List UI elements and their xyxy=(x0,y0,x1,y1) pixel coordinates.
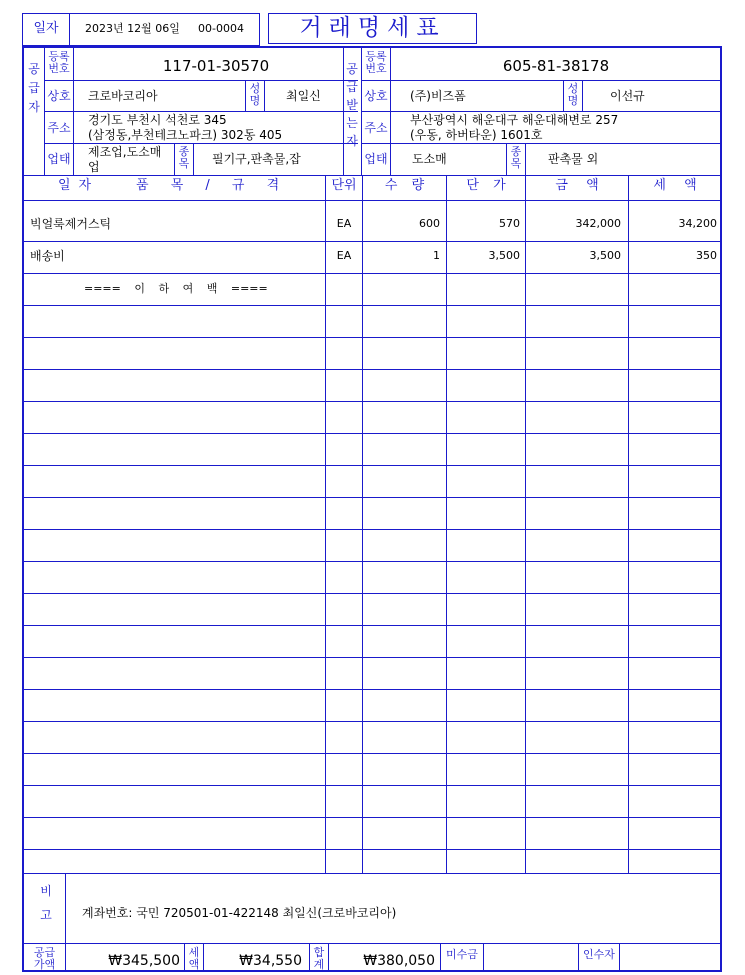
receiver-addr-line2: (우동, 하버타운) 1601호 xyxy=(410,128,543,142)
table-row-line xyxy=(23,625,721,626)
row-item: 배송비 xyxy=(30,249,65,263)
receiver-reg-label: 등록 번호 xyxy=(365,50,387,75)
supplier-rep: 최일신 xyxy=(286,89,321,103)
table-row-line xyxy=(23,529,721,530)
tax-amount-label: 세 액 xyxy=(188,946,200,971)
table-row-line xyxy=(23,497,721,498)
table-row-line xyxy=(23,241,721,242)
table-row-line xyxy=(23,369,721,370)
unpaid-label: 미수금 xyxy=(446,948,478,961)
table-row-line xyxy=(23,785,721,786)
document-number: 00-0004 xyxy=(198,22,244,35)
table-row-line xyxy=(23,593,721,594)
receiver-addr-label: 주소 xyxy=(364,121,388,135)
row-qty: 600 xyxy=(419,217,440,230)
row-amount: 342,000 xyxy=(575,217,621,230)
table-row-line xyxy=(23,849,721,850)
supplier-biz-line2: 업 xyxy=(88,160,100,174)
table-row-line xyxy=(23,817,721,818)
supplier-reg-label: 등록 번호 xyxy=(48,50,70,75)
receiver-addr-line1: 부산광역시 해운대구 해운대해변로 257 xyxy=(410,113,619,127)
table-row-line xyxy=(23,721,721,722)
col-header-date: 일자 xyxy=(58,178,100,193)
total-amount-label: 합 계 xyxy=(313,946,325,971)
table-row-line xyxy=(23,689,721,690)
supplier-addr-label: 주소 xyxy=(47,121,71,135)
row-amount: 3,500 xyxy=(589,249,621,262)
supplier-biz-label: 업태 xyxy=(47,152,71,166)
receiver-sign-label: 인수자 xyxy=(583,948,615,961)
table-row-line xyxy=(23,401,721,402)
table-row-line xyxy=(23,305,721,306)
col-header-tax: 세 액 xyxy=(653,178,697,193)
supplier-item: 필기구,판촉물,잡 xyxy=(212,152,301,166)
supplier-addr-line1: 경기도 부천시 석천로 345 xyxy=(88,113,227,127)
row-unit: EA xyxy=(336,249,352,262)
receiver-name: (주)비즈폼 xyxy=(410,89,466,103)
table-row-line xyxy=(23,273,721,274)
supplier-reg-no: 117-01-30570 xyxy=(162,57,270,75)
col-header-unit: 단위 xyxy=(331,178,357,193)
total-amount-value: ₩380,050 xyxy=(363,953,435,969)
tax-amount-value: ₩34,550 xyxy=(239,953,302,969)
date-value: 2023년 12월 06일 xyxy=(85,22,180,35)
table-row-line xyxy=(23,433,721,434)
receiver-rep-label: 성 명 xyxy=(567,82,579,107)
receiver-biz-label: 업태 xyxy=(364,152,388,166)
page-title: 거래명세표 xyxy=(299,15,446,41)
row-tax: 34,200 xyxy=(678,217,717,230)
supplier-rep-label: 성 명 xyxy=(249,82,261,107)
table-row-line xyxy=(23,465,721,466)
table-row-line xyxy=(23,337,721,338)
row-price: 3,500 xyxy=(488,249,520,262)
receiver-side-label: 공 급 받 는 자 xyxy=(346,62,358,148)
col-header-qty: 수 량 xyxy=(384,178,425,193)
row-unit: EA xyxy=(336,217,352,230)
col-header-amount: 금 액 xyxy=(555,178,599,193)
receiver-biz: 도소매 xyxy=(412,152,447,166)
remarks-label: 비 고 xyxy=(40,884,52,922)
end-of-list-mark: ==== 이 하 여 백 ==== xyxy=(84,282,268,295)
table-row-line xyxy=(23,753,721,754)
remarks-text: 계좌번호: 국민 720501-01-422148 최일신(크로바코리아) xyxy=(82,906,397,920)
supplier-addr-line2: (삼정동,부천테크노파크) 302동 405 xyxy=(88,128,283,142)
receiver-rep: 이선규 xyxy=(610,89,645,103)
receiver-item-label: 종 목 xyxy=(510,145,522,170)
col-header-item: 품 목 / 규 격 xyxy=(136,178,283,193)
col-header-price: 단 가 xyxy=(466,178,506,193)
supplier-item-label: 종 목 xyxy=(178,145,190,170)
row-price: 570 xyxy=(499,217,520,230)
supply-amount-value: ₩345,500 xyxy=(108,953,180,969)
receiver-item: 판촉물 외 xyxy=(548,152,599,166)
table-row-line xyxy=(23,561,721,562)
supplier-side-label: 공 급 자 xyxy=(28,62,40,114)
receiver-name-label: 상호 xyxy=(364,89,388,103)
receiver-reg-no: 605-81-38178 xyxy=(502,57,610,75)
supplier-name: 크로바코리아 xyxy=(88,89,158,103)
date-label: 일자 xyxy=(33,21,59,36)
row-qty: 1 xyxy=(433,249,440,262)
row-tax: 350 xyxy=(696,249,717,262)
supply-amount-label: 공급 가액 xyxy=(33,946,56,971)
supplier-name-label: 상호 xyxy=(47,89,71,103)
supplier-biz-line1: 제조업,도소매 xyxy=(88,145,162,159)
row-item: 빅얼룩제거스틱 xyxy=(30,217,112,231)
table-row-line xyxy=(23,657,721,658)
